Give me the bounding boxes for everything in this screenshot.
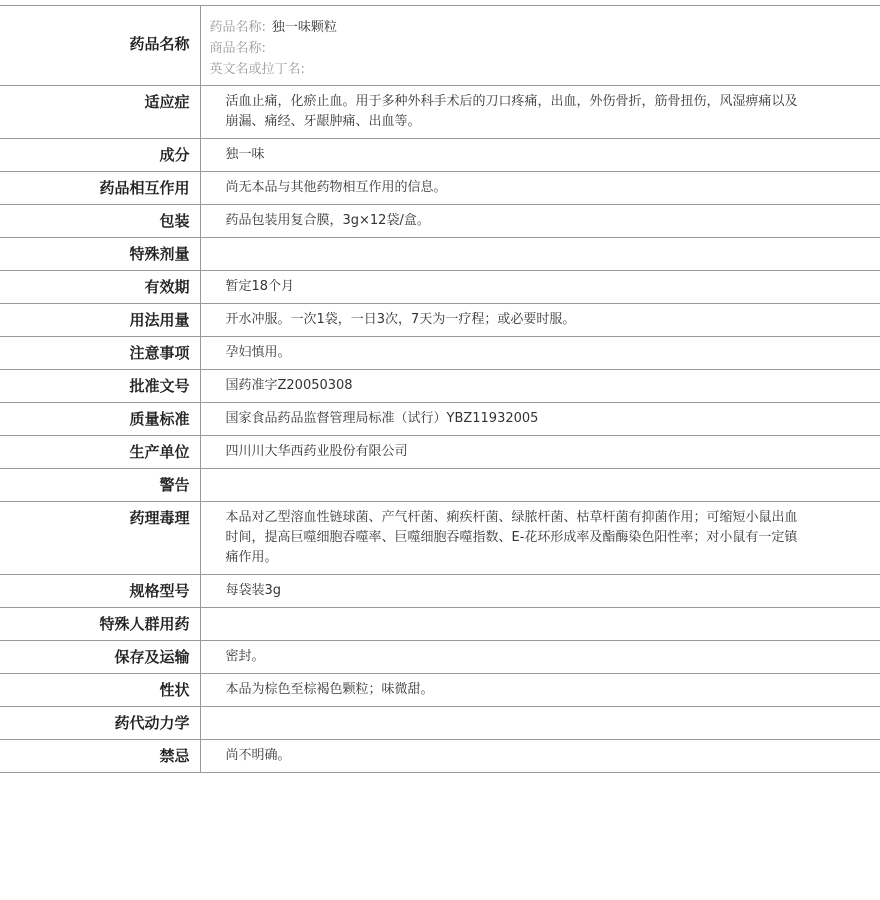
row-value: 本品为棕色至棕褐色颗粒；味微甜。 — [200, 674, 880, 707]
row-value: 国药准字Z20050308 — [200, 370, 880, 403]
row-value: 尚无本品与其他药物相互作用的信息。 — [200, 172, 880, 205]
table-row — [0, 238, 880, 271]
latin-name-key: 英文名或拉丁名: — [209, 62, 305, 77]
trade-name-line — [210, 38, 880, 59]
row-label: 适应症 — [0, 86, 200, 139]
latin-name-line — [210, 59, 880, 80]
drug-info-table — [0, 5, 880, 773]
row-value — [200, 469, 880, 502]
table-row — [0, 641, 880, 674]
row-value: 药品包装用复合膜，3g×12袋/盒。 — [200, 205, 880, 238]
row-value — [200, 707, 880, 740]
row-label: 用法用量 — [0, 304, 200, 337]
row-value: 本品对乙型溶血性链球菌、产气杆菌、痢疾杆菌、绿脓杆菌、枯草杆菌有抑菌作用；可缩短小鼠出血时间，提高巨噬细胞吞噬率、巨噬细胞吞噬指数、E-花环形成率及酯酶染色阳性率；对小鼠有一定镇痛作用。 — [200, 502, 880, 575]
row-value: 每袋装3g — [200, 575, 880, 608]
row-value: 孕妇慎用。 — [200, 337, 880, 370]
row-label: 生产单位 — [0, 436, 200, 469]
row-label: 性状 — [0, 674, 200, 707]
row-label: 药代动力学 — [0, 707, 200, 740]
table-row — [0, 271, 880, 304]
row-label: 警告 — [0, 469, 200, 502]
row-value: 暂定18个月 — [200, 271, 880, 304]
row-label: 有效期 — [0, 271, 200, 304]
table-row — [0, 575, 880, 608]
row-label: 禁忌 — [0, 740, 200, 773]
drug-name-cell — [200, 6, 880, 86]
table-row — [0, 370, 880, 403]
table-row — [0, 304, 880, 337]
row-label: 保存及运输 — [0, 641, 200, 674]
table-row — [0, 337, 880, 370]
table-row — [0, 403, 880, 436]
row-value — [200, 238, 880, 271]
row-value: 四川川大华西药业股份有限公司 — [200, 436, 880, 469]
row-label: 包装 — [0, 205, 200, 238]
generic-name-value: 独一味颗粒 — [271, 20, 337, 35]
table-row — [0, 172, 880, 205]
row-label: 特殊人群用药 — [0, 608, 200, 641]
row-value: 密封。 — [200, 641, 880, 674]
row-label: 成分 — [0, 139, 200, 172]
row-label: 注意事项 — [0, 337, 200, 370]
row-label: 特殊剂量 — [0, 238, 200, 271]
row-value: 独一味 — [200, 139, 880, 172]
row-value: 尚不明确。 — [200, 740, 880, 773]
row-label: 批准文号 — [0, 370, 200, 403]
trade-name-key: 商品名称: — [209, 41, 266, 56]
row-value: 活血止痛，化瘀止血。用于多种外科手术后的刀口疼痛，出血，外伤骨折，筋骨扭伤，风湿痹痛以及崩漏、痛经、牙龈肿痛、出血等。 — [200, 86, 880, 139]
table-row — [0, 502, 880, 575]
table-row — [0, 205, 880, 238]
row-label: 药品名称 — [0, 6, 200, 86]
row-value: 开水冲服。一次1袋，一日3次，7天为一疗程；或必要时服。 — [200, 304, 880, 337]
table-row — [0, 469, 880, 502]
table-row-drug-name — [0, 6, 880, 86]
generic-name-key: 药品名称: — [209, 20, 266, 35]
row-value — [200, 608, 880, 641]
table-row — [0, 139, 880, 172]
table-row — [0, 740, 880, 773]
table-row — [0, 608, 880, 641]
table-row — [0, 674, 880, 707]
table-row — [0, 707, 880, 740]
table-row — [0, 436, 880, 469]
row-label: 药理毒理 — [0, 502, 200, 575]
row-label: 药品相互作用 — [0, 172, 200, 205]
row-value: 国家食品药品监督管理局标准（试行）YBZ11932005 — [200, 403, 880, 436]
row-label: 规格型号 — [0, 575, 200, 608]
table-row — [0, 86, 880, 139]
row-label: 质量标准 — [0, 403, 200, 436]
generic-name-line — [210, 17, 880, 38]
